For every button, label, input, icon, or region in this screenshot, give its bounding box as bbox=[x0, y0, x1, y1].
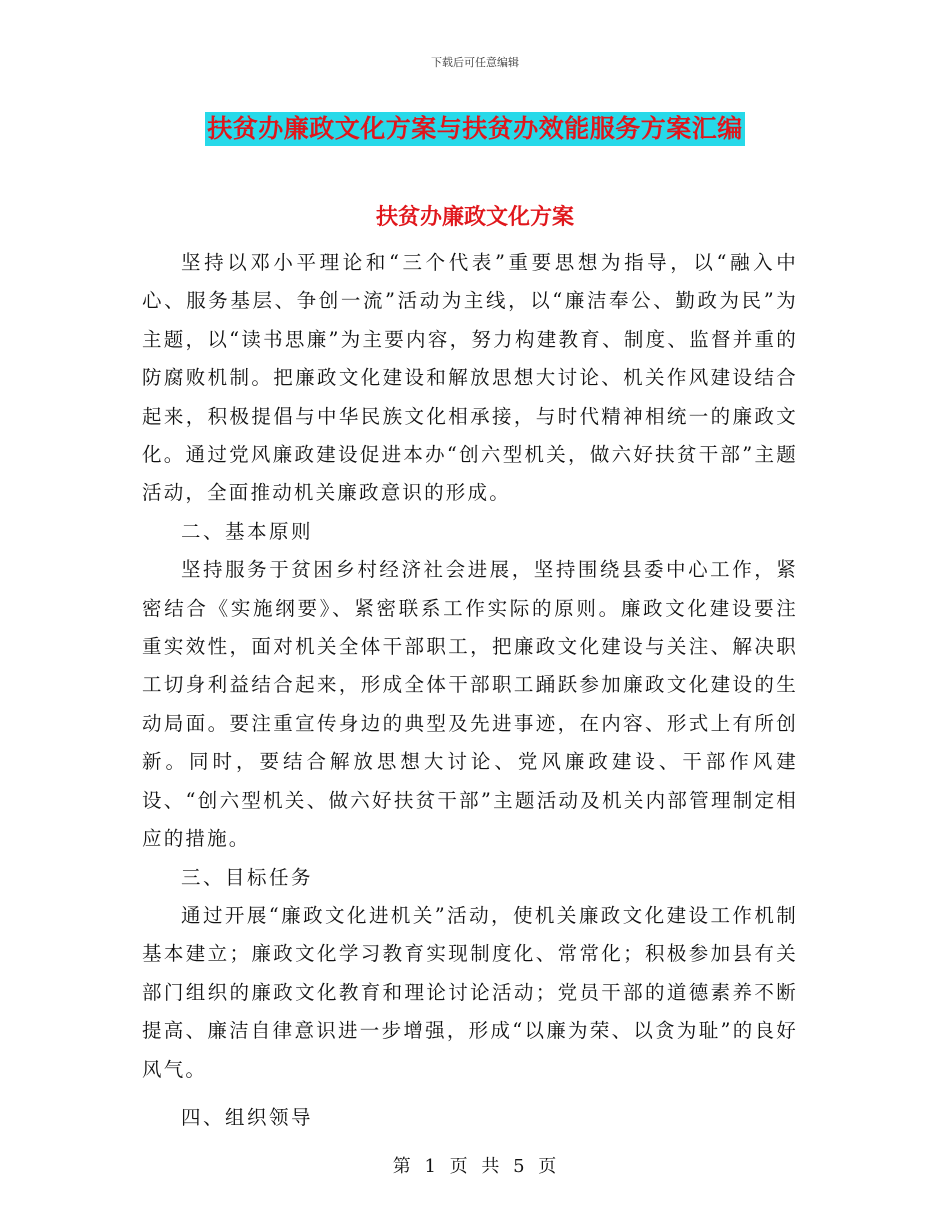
document-body bbox=[142, 244, 798, 1137]
paragraph-goals: 通过开展“廉政文化进机关”活动，使机关廉政文化建设工作机制基本建立；廉政文化学习教育实现制度化、常常化；积极参加县有关部门组织的廉政文化教育和理论讨论活动；党员干部的道德素养不断提高、廉洁自律意识进一步增强，形成“以廉为荣、以贪为耻”的良好风气。 bbox=[142, 903, 798, 1081]
page-footer: 第 1 页 共 5 页 bbox=[392, 1156, 558, 1177]
paragraph-intro: 坚持以邓小平理论和“三个代表”重要思想为指导，以“融入中心、服务基层、争创一流”活动为主线，以“廉洁奉公、勤政为民”为主题，以“读书思廉”为主要内容，努力构建教育、制度、监督并重的防腐败机制。把廉政文化建设和解放思想大讨论、机关作风建设结合起来，积极提倡与中华民族文化相承接，与时代精神相统一的廉政文化。通过党风廉政建设促进本办“创六型机关，做六好扶贫干部”主题活动，全面推动机关廉政意识的形成。 bbox=[142, 251, 798, 505]
main-title: 扶贫办廉政文化方案与扶贫办效能服务方案汇编 bbox=[205, 112, 745, 146]
heading-organization: 四、组织领导 bbox=[181, 1105, 314, 1129]
heading-goals: 三、目标任务 bbox=[181, 865, 314, 889]
heading-basic-principles: 二、基本原则 bbox=[181, 519, 314, 543]
main-title-container bbox=[0, 112, 950, 146]
header-note: 下载后可任意编辑 bbox=[431, 56, 519, 69]
paragraph-principles: 坚持服务于贫困乡村经济社会进展，坚持围绕县委中心工作，紧密结合《实施纲要》、紧密联系工作实际的原则。廉政文化建设要注重实效性，面对机关全体干部职工，把廉政文化建设与关注、解决职工切身利益结合起来，形成全体干部职工踊跃参加廉政文化建设的生动局面。要注重宣传身边的典型及先进事迹，在内容、形式上有所创新。同时，要结合解放思想大讨论、党风廉政建设、干部作风建设、“创六型机关、做六好扶贫干部”主题活动及机关内部管理制定相应的措施。 bbox=[142, 558, 798, 851]
section-title: 扶贫办廉政文化方案 bbox=[375, 204, 574, 230]
